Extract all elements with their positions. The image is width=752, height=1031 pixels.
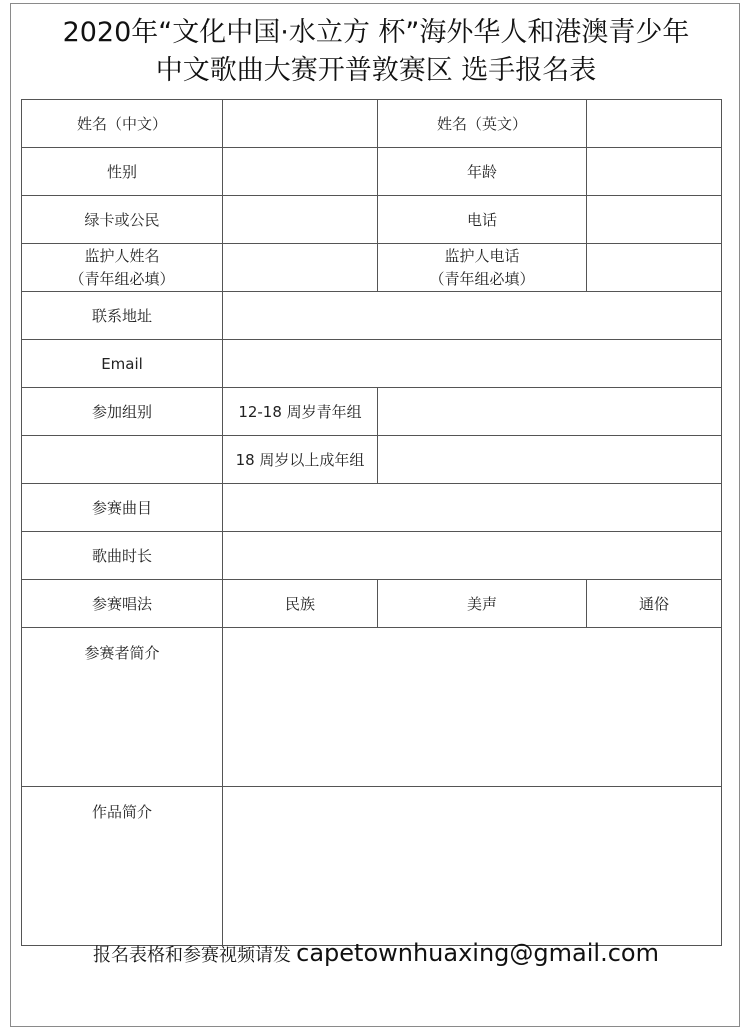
label-work-intro: 作品简介	[22, 787, 223, 946]
field-work-intro[interactable]	[223, 787, 722, 946]
label-singing-style: 参赛唱法	[22, 580, 223, 628]
field-guardian-name[interactable]	[223, 244, 378, 292]
table-row	[22, 628, 722, 787]
option-style-pop[interactable]: 通俗	[587, 580, 722, 628]
field-name-cn[interactable]	[223, 100, 378, 148]
field-email[interactable]	[223, 340, 722, 388]
field-gender[interactable]	[223, 148, 378, 196]
table-row	[22, 436, 722, 484]
table-row	[22, 292, 722, 340]
label-address: 联系地址	[22, 292, 223, 340]
field-residency[interactable]	[223, 196, 378, 244]
table-row	[22, 532, 722, 580]
label-residency: 绿卡或公民	[22, 196, 223, 244]
label-email: Email	[22, 340, 223, 388]
table-row	[22, 388, 722, 436]
field-name-en[interactable]	[587, 100, 722, 148]
registration-table	[21, 99, 722, 946]
option-style-bel-canto[interactable]: 美声	[378, 580, 587, 628]
field-guardian-phone[interactable]	[587, 244, 722, 292]
field-phone[interactable]	[587, 196, 722, 244]
label-song-length: 歌曲时长	[22, 532, 223, 580]
table-row	[22, 196, 722, 244]
field-group-youth-mark[interactable]	[378, 388, 722, 436]
youth-required-note: （青年组必填）	[429, 269, 535, 288]
option-style-folk[interactable]: 民族	[223, 580, 378, 628]
youth-required-note: （青年组必填）	[69, 269, 175, 288]
submission-instruction: 报名表格和参赛视频请发	[93, 945, 292, 966]
label-song: 参赛曲目	[22, 484, 223, 532]
label-name-en: 姓名（英文）	[378, 100, 587, 148]
label-gender: 性别	[22, 148, 223, 196]
field-song[interactable]	[223, 484, 722, 532]
label-participant-intro: 参赛者简介	[22, 628, 223, 787]
form-title-line-2: 中文歌曲大赛开普敦赛区 选手报名表	[155, 55, 597, 86]
table-row	[22, 580, 722, 628]
label-guardian-phone	[378, 244, 587, 292]
option-group-youth[interactable]: 12-18 周岁青年组	[223, 388, 378, 436]
field-age[interactable]	[587, 148, 722, 196]
label-guardian-name	[22, 244, 223, 292]
table-row	[22, 244, 722, 292]
table-row	[22, 100, 722, 148]
label-name-cn: 姓名（中文）	[22, 100, 223, 148]
label-phone: 电话	[378, 196, 587, 244]
option-group-adult[interactable]: 18 周岁以上成年组	[223, 436, 378, 484]
label-group-empty	[22, 436, 223, 484]
table-row	[22, 484, 722, 532]
table-row	[22, 787, 722, 946]
field-group-adult-mark[interactable]	[378, 436, 722, 484]
form-title-line-1: 2020年“文化中国·水立方 杯”海外华人和港澳青少年	[62, 17, 690, 48]
submission-email[interactable]: capetownhuaxing@gmail.com	[296, 939, 659, 967]
submission-note	[0, 939, 752, 967]
guardian-name-text: 监护人姓名	[84, 246, 160, 265]
field-participant-intro[interactable]	[223, 628, 722, 787]
table-row	[22, 340, 722, 388]
field-song-length[interactable]	[223, 532, 722, 580]
field-address[interactable]	[223, 292, 722, 340]
table-row	[22, 148, 722, 196]
label-group: 参加组别	[22, 388, 223, 436]
label-age: 年龄	[378, 148, 587, 196]
guardian-phone-text: 监护人电话	[444, 246, 520, 265]
